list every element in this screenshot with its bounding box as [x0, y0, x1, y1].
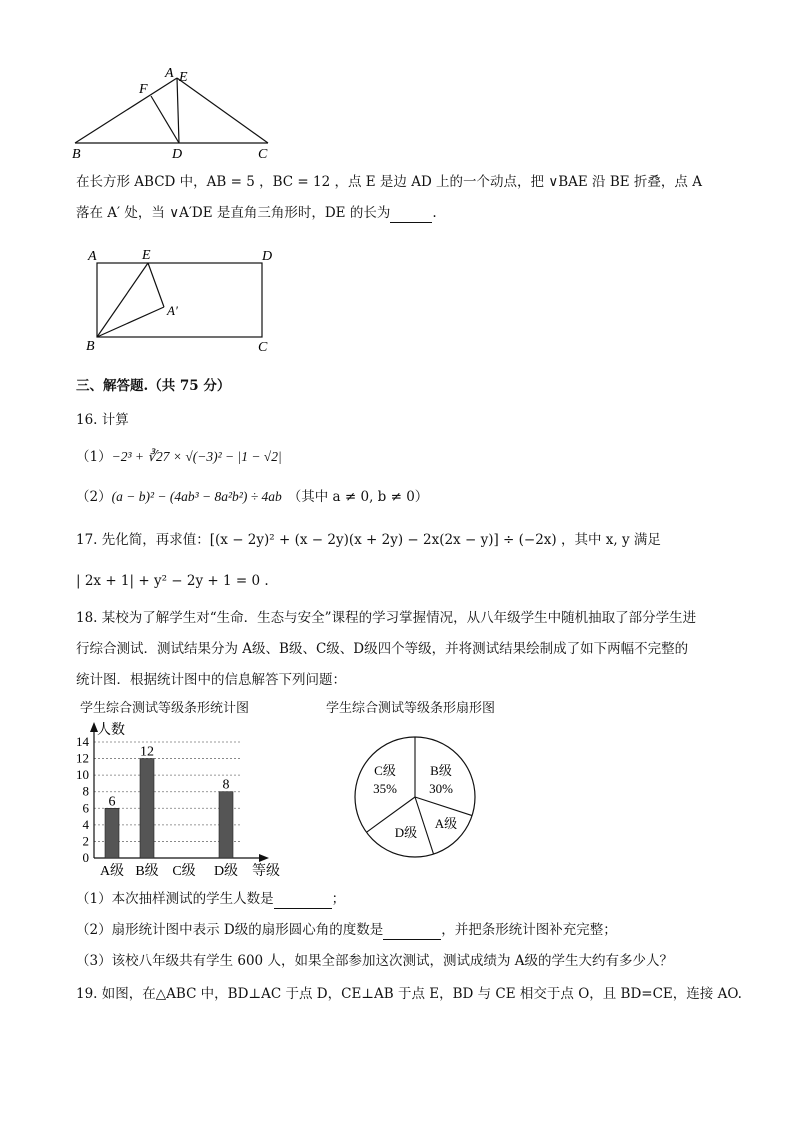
q18-sub1-end: ；: [331, 891, 346, 907]
q17-line2: | 2x + 1| + y² − 2y + 1 = 0 .: [76, 573, 269, 589]
y-tick-label: 12: [76, 750, 89, 766]
label-B: B: [72, 147, 81, 162]
q18-sub2-blank[interactable]: [383, 921, 441, 940]
data-label: 6: [108, 794, 116, 810]
x-axis-label: 等级: [252, 864, 280, 879]
pie-chart: [340, 730, 490, 865]
label-E: E: [142, 248, 151, 263]
y-tick-label: 2: [82, 833, 89, 849]
q15-line1: 在长方形 ABCD 中，AB = 5 ，BC = 12 ，点 E 是边 AD 上的一个动点，把 ∨BAE 沿 BE 折叠，点 A: [76, 174, 702, 190]
category-label: A级: [99, 864, 125, 879]
slice-value: 30%: [429, 781, 453, 796]
triangle-figure: [60, 60, 290, 165]
q18-sub1-text: （1）本次抽样测试的学生人数是: [76, 891, 274, 907]
q15-line2-end: .: [432, 205, 437, 221]
q19-line1: 19. 如图，在△ABC 中，BD⊥AC 于点 D，CE⊥AB 于点 E，BD 与 CE 相交于点 O，且 BD=CE，连接 AO.: [76, 986, 742, 1002]
label-C: C: [258, 340, 268, 355]
q15-answer-blank[interactable]: [390, 204, 432, 223]
q16-part2-expr: (a − b)² − (4ab³ − 8a²b²) ÷ 4ab: [111, 489, 282, 504]
slice-label: A级: [434, 816, 458, 831]
slice-value: 35%: [373, 781, 397, 796]
bar: [219, 792, 233, 858]
label-A: A: [165, 66, 174, 81]
label-F: F: [139, 82, 148, 97]
q18-line2: 行综合测试．测试结果分为 A级、B级、C级、D级四个等级，并将测试结果绘制成了如下两幅不完整的: [76, 641, 689, 657]
bar-chart: [60, 716, 290, 881]
q18-sub2: [76, 921, 617, 940]
label-A-prime: A′: [167, 303, 178, 318]
bar-chart-title: 学生综合测试等级条形统计图: [80, 701, 250, 716]
q18-sub2-text: （2）扇形统计图中表示 D级的扇形圆心角的度数是: [76, 922, 384, 938]
slice-label: C级: [374, 763, 396, 778]
data-label: 12: [140, 744, 154, 760]
category-label: B级: [135, 864, 159, 879]
rectangle-figure: [80, 243, 290, 355]
q18-sub3: （3）该校八年级共有学生 600 人，如果全部参加这次测试，测试成绩为 A级的学生大约有多少人？: [76, 953, 673, 969]
label-D: D: [262, 249, 273, 264]
label-A: A: [88, 249, 97, 264]
q16-part2-note: （其中 a ≠ 0, b ≠ 0）: [287, 489, 429, 505]
label-C: C: [258, 147, 268, 162]
slice-label: B级: [430, 763, 452, 778]
q18-line3: 统计图．根据统计图中的信息解答下列问题：: [76, 672, 346, 688]
y-tick-label: 14: [76, 734, 89, 749]
slice-label: D级: [394, 825, 418, 840]
section-heading: 三、解答题.（共 75 分）: [76, 378, 231, 394]
q18-sub2-end: ，并把条形统计图补充完整；: [441, 922, 617, 938]
category-label: C级: [172, 864, 196, 879]
q18-line1: 18. 某校为了解学生对“生命．生态与安全”课程的学习掌握情况，从八年级学生中随机抽取了部分学生进: [76, 610, 697, 626]
label-B: B: [86, 339, 95, 354]
label-D: D: [172, 147, 183, 162]
bar: [105, 808, 119, 858]
q15-line2: [76, 204, 437, 223]
q16-part1-label: （1）: [76, 449, 112, 465]
q16-part1: [76, 448, 282, 466]
data-label: 8: [222, 777, 230, 793]
y-tick-label: 10: [76, 767, 89, 783]
y-tick-label: 6: [82, 800, 89, 816]
q17-line1: 17. 先化简，再求值：[(x − 2y)² + (x − 2y)(x + 2y) − 2x(2x − y)] ÷ (−2x) ，其中 x, y 满足: [76, 532, 661, 548]
q16-part1-expr: −2³ + ∛27 × √(−3)² − |1 − √2|: [111, 449, 282, 464]
category-label: D级: [213, 864, 239, 879]
label-E: E: [179, 70, 188, 85]
pie-chart-title: 学生综合测试等级条形扇形图: [326, 701, 496, 716]
q16-title: 16. 计算: [76, 412, 129, 428]
q16-part2: [76, 488, 428, 506]
y-tick-label: 4: [82, 816, 89, 832]
bar: [140, 759, 154, 858]
y-tick-label: 8: [82, 783, 89, 799]
q16-part2-label: （2）: [76, 489, 112, 505]
x-axis-arrow: [259, 854, 269, 862]
y-tick-label: 0: [82, 850, 89, 865]
q15-line2-text: 落在 A′ 处，当 ∨A′DE 是直角三角形时，DE 的长为: [76, 205, 391, 221]
q18-sub1-blank[interactable]: [274, 890, 332, 909]
q18-sub1: [76, 890, 345, 909]
y-axis-label: 人数: [97, 723, 125, 738]
